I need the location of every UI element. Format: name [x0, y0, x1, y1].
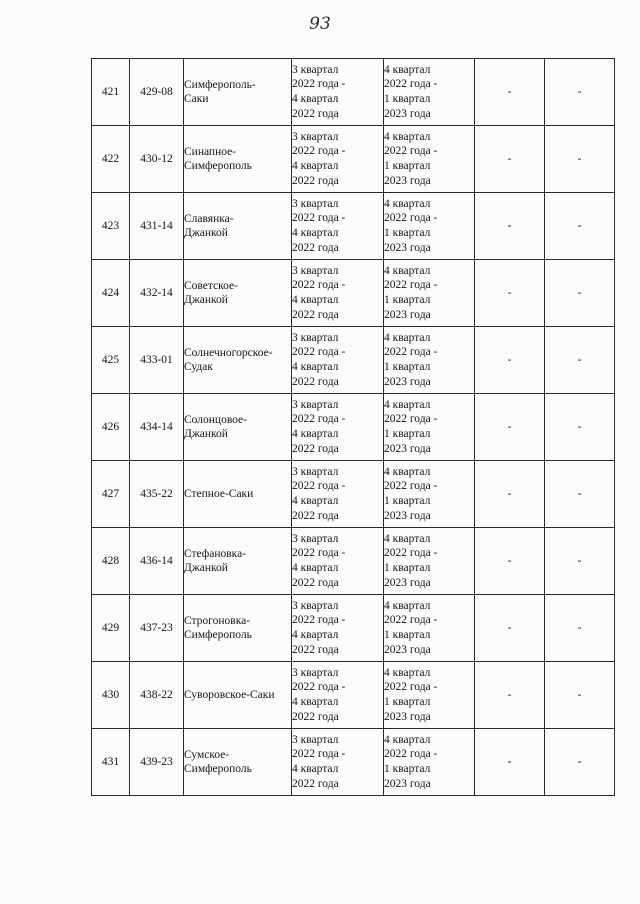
row-number: 425	[101, 354, 120, 366]
table-row	[92, 595, 615, 662]
route-code-cell	[130, 461, 184, 528]
start-period-cell	[292, 461, 384, 528]
start-period-line: 2022 года -	[292, 748, 346, 761]
start-period-line: 3 квартал	[292, 197, 339, 210]
end-period-line: 2022 года -	[384, 279, 438, 292]
end-period-line: 2022 года -	[384, 145, 438, 158]
route-name-line: Советское-	[184, 280, 238, 292]
end-period-line: 4 квартал	[384, 398, 431, 411]
start-period-cell	[292, 662, 384, 729]
start-period-line: 2022 года	[292, 174, 339, 187]
route-name-cell	[184, 126, 292, 193]
end-period-line: 1 квартал	[384, 562, 431, 574]
start-period-line: 2022 года -	[292, 547, 346, 560]
end-period-cell	[384, 126, 475, 193]
route-name-cell	[184, 729, 292, 796]
route-name-line: Джанкой	[184, 227, 228, 239]
start-period-line: 2022 года	[292, 442, 339, 455]
end-period-line: 1 квартал	[384, 428, 431, 440]
end-period-cell	[384, 193, 475, 260]
route-name-cell	[184, 595, 292, 662]
page-number: 93	[309, 14, 331, 34]
row-number-cell	[92, 126, 130, 193]
table-row	[92, 461, 615, 528]
column-6-value: -	[507, 689, 512, 701]
table-row	[92, 193, 615, 260]
column-7-cell	[545, 595, 615, 662]
route-code: 435-22	[140, 488, 173, 500]
end-period-cell	[384, 394, 475, 461]
start-period-line: 2022 года -	[292, 212, 346, 225]
route-name-line: Синапное-	[184, 146, 237, 158]
route-code: 438-22	[140, 689, 173, 701]
column-7-cell	[545, 260, 615, 327]
end-period-line: 2022 года -	[384, 547, 438, 560]
column-6-value: -	[507, 287, 512, 299]
route-code: 431-14	[140, 220, 173, 232]
column-6-cell	[475, 394, 545, 461]
end-period-cell	[384, 528, 475, 595]
end-period-line: 2022 года -	[384, 614, 438, 627]
route-name-line: Суворовское-Саки	[184, 689, 275, 701]
column-6-value: -	[507, 555, 512, 567]
route-code: 439-23	[140, 756, 173, 768]
route-code: 430-12	[140, 153, 173, 165]
end-period-cell	[384, 729, 475, 796]
column-6-value: -	[507, 354, 512, 366]
start-period-line: 4 квартал	[292, 227, 339, 239]
route-name-cell	[184, 327, 292, 394]
column-7-cell	[545, 528, 615, 595]
route-code-cell	[130, 126, 184, 193]
end-period-line: 4 квартал	[384, 733, 431, 746]
column-7-cell	[545, 662, 615, 729]
route-code-cell	[130, 394, 184, 461]
end-period-line: 2023 года	[384, 241, 431, 254]
route-name-line: Джанкой	[184, 562, 228, 574]
row-number-cell	[92, 729, 130, 796]
start-period-line: 3 квартал	[292, 465, 339, 478]
route-name-cell	[184, 260, 292, 327]
start-period-line: 4 квартал	[292, 763, 339, 775]
start-period-line: 2022 года	[292, 509, 339, 522]
table-row	[92, 260, 615, 327]
route-name-line: Солнечногорское-	[184, 347, 273, 359]
start-period-cell	[292, 729, 384, 796]
start-period-line: 4 квартал	[292, 629, 339, 641]
start-period-line: 4 квартал	[292, 93, 339, 105]
column-7-value: -	[577, 622, 582, 634]
column-7-cell	[545, 327, 615, 394]
end-period-line: 4 квартал	[384, 599, 431, 612]
row-number: 423	[101, 220, 120, 232]
start-period-line: 2022 года -	[292, 346, 346, 359]
route-name-cell	[184, 461, 292, 528]
end-period-cell	[384, 260, 475, 327]
end-period-line: 2023 года	[384, 777, 431, 790]
routes-table	[91, 58, 615, 796]
start-period-cell	[292, 126, 384, 193]
route-code-cell	[130, 59, 184, 126]
route-name-line: Джанкой	[184, 294, 228, 306]
column-6-cell	[475, 126, 545, 193]
row-number: 421	[101, 86, 120, 98]
row-number-cell	[92, 394, 130, 461]
start-period-line: 3 квартал	[292, 264, 339, 277]
row-number-cell	[92, 595, 130, 662]
column-6-cell	[475, 662, 545, 729]
end-period-line: 2022 года -	[384, 480, 438, 493]
end-period-cell	[384, 595, 475, 662]
column-7-value: -	[577, 354, 582, 366]
route-code: 432-14	[140, 287, 173, 299]
end-period-line: 4 квартал	[384, 666, 431, 679]
start-period-line: 3 квартал	[292, 666, 339, 679]
column-7-value: -	[577, 488, 582, 500]
start-period-cell	[292, 595, 384, 662]
end-period-line: 2023 года	[384, 375, 431, 388]
route-name-cell	[184, 528, 292, 595]
end-period-line: 1 квартал	[384, 361, 431, 373]
end-period-cell	[384, 461, 475, 528]
start-period-line: 2022 года -	[292, 614, 346, 627]
route-code-cell	[130, 595, 184, 662]
table-row	[92, 662, 615, 729]
end-period-line: 2023 года	[384, 308, 431, 321]
route-name-line: Джанкой	[184, 428, 228, 440]
route-code: 433-01	[140, 354, 173, 366]
end-period-cell	[384, 327, 475, 394]
column-6-value: -	[507, 220, 512, 232]
route-name-line: Строгоновка-	[184, 615, 251, 627]
row-number: 428	[101, 555, 120, 567]
column-7-cell	[545, 729, 615, 796]
row-number: 422	[101, 153, 120, 165]
route-code: 437-23	[140, 622, 173, 634]
start-period-line: 4 квартал	[292, 361, 339, 373]
start-period-line: 2022 года	[292, 777, 339, 790]
start-period-line: 4 квартал	[292, 428, 339, 440]
end-period-line: 4 квартал	[384, 130, 431, 143]
column-7-value: -	[577, 689, 582, 701]
row-number: 429	[101, 622, 120, 634]
column-7-value: -	[577, 220, 582, 232]
start-period-line: 2022 года -	[292, 279, 346, 292]
route-name-line: Степное-Саки	[184, 488, 254, 500]
column-6-value: -	[507, 622, 512, 634]
start-period-cell	[292, 528, 384, 595]
end-period-line: 2022 года -	[384, 748, 438, 761]
start-period-cell	[292, 394, 384, 461]
end-period-line: 1 квартал	[384, 696, 431, 708]
end-period-line: 2023 года	[384, 174, 431, 187]
column-6-cell	[475, 461, 545, 528]
start-period-line: 4 квартал	[292, 495, 339, 507]
end-period-line: 4 квартал	[384, 63, 431, 76]
table-row	[92, 729, 615, 796]
column-7-cell	[545, 126, 615, 193]
route-code-cell	[130, 327, 184, 394]
route-name-line: Симферополь	[184, 629, 252, 641]
row-number-cell	[92, 260, 130, 327]
start-period-line: 2022 года -	[292, 78, 346, 91]
row-number: 424	[101, 287, 120, 299]
end-period-line: 1 квартал	[384, 93, 431, 105]
start-period-line: 3 квартал	[292, 733, 339, 746]
column-6-value: -	[507, 86, 512, 98]
start-period-cell	[292, 193, 384, 260]
start-period-line: 2022 года -	[292, 681, 346, 694]
row-number: 430	[101, 689, 120, 701]
column-7-value: -	[577, 153, 582, 165]
column-6-cell	[475, 193, 545, 260]
end-period-line: 4 квартал	[384, 331, 431, 344]
table-row	[92, 327, 615, 394]
start-period-line: 2022 года	[292, 308, 339, 321]
row-number: 426	[101, 421, 120, 433]
start-period-line: 2022 года -	[292, 480, 346, 493]
end-period-line: 1 квартал	[384, 227, 431, 239]
route-name-line: Славянка-	[184, 213, 234, 225]
start-period-line: 2022 года	[292, 710, 339, 723]
start-period-cell	[292, 260, 384, 327]
column-6-cell	[475, 260, 545, 327]
end-period-line: 1 квартал	[384, 495, 431, 507]
start-period-cell	[292, 327, 384, 394]
end-period-cell	[384, 59, 475, 126]
end-period-line: 2023 года	[384, 643, 431, 656]
start-period-line: 4 квартал	[292, 294, 339, 306]
route-name-cell	[184, 394, 292, 461]
table-row	[92, 126, 615, 193]
start-period-line: 3 квартал	[292, 63, 339, 76]
start-period-line: 4 квартал	[292, 160, 339, 172]
column-7-cell	[545, 59, 615, 126]
column-7-value: -	[577, 555, 582, 567]
route-name-line: Солонцовое-	[184, 414, 247, 426]
end-period-line: 2022 года -	[384, 413, 438, 426]
end-period-line: 2022 года -	[384, 212, 438, 225]
route-name-line: Судак	[184, 361, 213, 373]
route-code-cell	[130, 193, 184, 260]
row-number-cell	[92, 662, 130, 729]
route-code-cell	[130, 260, 184, 327]
column-6-value: -	[507, 153, 512, 165]
column-7-value: -	[577, 756, 582, 768]
end-period-line: 2023 года	[384, 509, 431, 522]
end-period-line: 2023 года	[384, 576, 431, 589]
row-number-cell	[92, 193, 130, 260]
end-period-line: 1 квартал	[384, 763, 431, 775]
route-code: 436-14	[140, 555, 173, 567]
route-name-line: Симферополь	[184, 763, 252, 775]
route-code: 429-08	[140, 86, 173, 98]
column-7-cell	[545, 394, 615, 461]
route-name-cell	[184, 193, 292, 260]
column-6-cell	[475, 59, 545, 126]
route-name-cell	[184, 662, 292, 729]
end-period-line: 2023 года	[384, 442, 431, 455]
start-period-line: 3 квартал	[292, 130, 339, 143]
start-period-line: 2022 года	[292, 576, 339, 589]
start-period-line: 3 квартал	[292, 532, 339, 545]
end-period-cell	[384, 662, 475, 729]
end-period-line: 4 квартал	[384, 264, 431, 277]
column-7-value: -	[577, 421, 582, 433]
column-6-cell	[475, 729, 545, 796]
start-period-cell	[292, 59, 384, 126]
column-6-cell	[475, 595, 545, 662]
column-6-cell	[475, 327, 545, 394]
end-period-line: 2022 года -	[384, 681, 438, 694]
start-period-line: 2022 года -	[292, 413, 346, 426]
table-row	[92, 394, 615, 461]
end-period-line: 2022 года -	[384, 78, 438, 91]
start-period-line: 2022 года	[292, 643, 339, 656]
start-period-line: 2022 года	[292, 107, 339, 120]
route-code-cell	[130, 662, 184, 729]
row-number: 427	[101, 488, 120, 500]
start-period-line: 2022 года	[292, 241, 339, 254]
end-period-line: 4 квартал	[384, 465, 431, 478]
start-period-line: 2022 года -	[292, 145, 346, 158]
end-period-line: 2023 года	[384, 107, 431, 120]
start-period-line: 2022 года	[292, 375, 339, 388]
row-number: 431	[101, 756, 120, 768]
end-period-line: 1 квартал	[384, 629, 431, 641]
column-6-value: -	[507, 421, 512, 433]
column-7-cell	[545, 193, 615, 260]
row-number-cell	[92, 461, 130, 528]
route-name-line: Саки	[184, 93, 209, 105]
row-number-cell	[92, 327, 130, 394]
route-code: 434-14	[140, 421, 173, 433]
column-7-value: -	[577, 86, 582, 98]
route-name-cell	[184, 59, 292, 126]
route-name-line: Симферополь	[184, 160, 252, 172]
route-name-line: Сумское-	[184, 749, 230, 761]
route-name-line: Симферополь-	[184, 79, 256, 91]
column-7-cell	[545, 461, 615, 528]
start-period-line: 3 квартал	[292, 331, 339, 344]
route-name-line: Стефановка-	[184, 548, 247, 560]
end-period-line: 1 квартал	[384, 160, 431, 172]
row-number-cell	[92, 528, 130, 595]
start-period-line: 3 квартал	[292, 599, 339, 612]
row-number-cell	[92, 59, 130, 126]
start-period-line: 3 квартал	[292, 398, 339, 411]
column-6-cell	[475, 528, 545, 595]
route-code-cell	[130, 729, 184, 796]
start-period-line: 4 квартал	[292, 696, 339, 708]
column-6-value: -	[507, 488, 512, 500]
end-period-line: 2022 года -	[384, 346, 438, 359]
table-row	[92, 528, 615, 595]
end-period-line: 4 квартал	[384, 532, 431, 545]
column-7-value: -	[577, 287, 582, 299]
start-period-line: 4 квартал	[292, 562, 339, 574]
route-code-cell	[130, 528, 184, 595]
column-6-value: -	[507, 756, 512, 768]
end-period-line: 2023 года	[384, 710, 431, 723]
end-period-line: 4 квартал	[384, 197, 431, 210]
table-row	[92, 59, 615, 126]
end-period-line: 1 квартал	[384, 294, 431, 306]
